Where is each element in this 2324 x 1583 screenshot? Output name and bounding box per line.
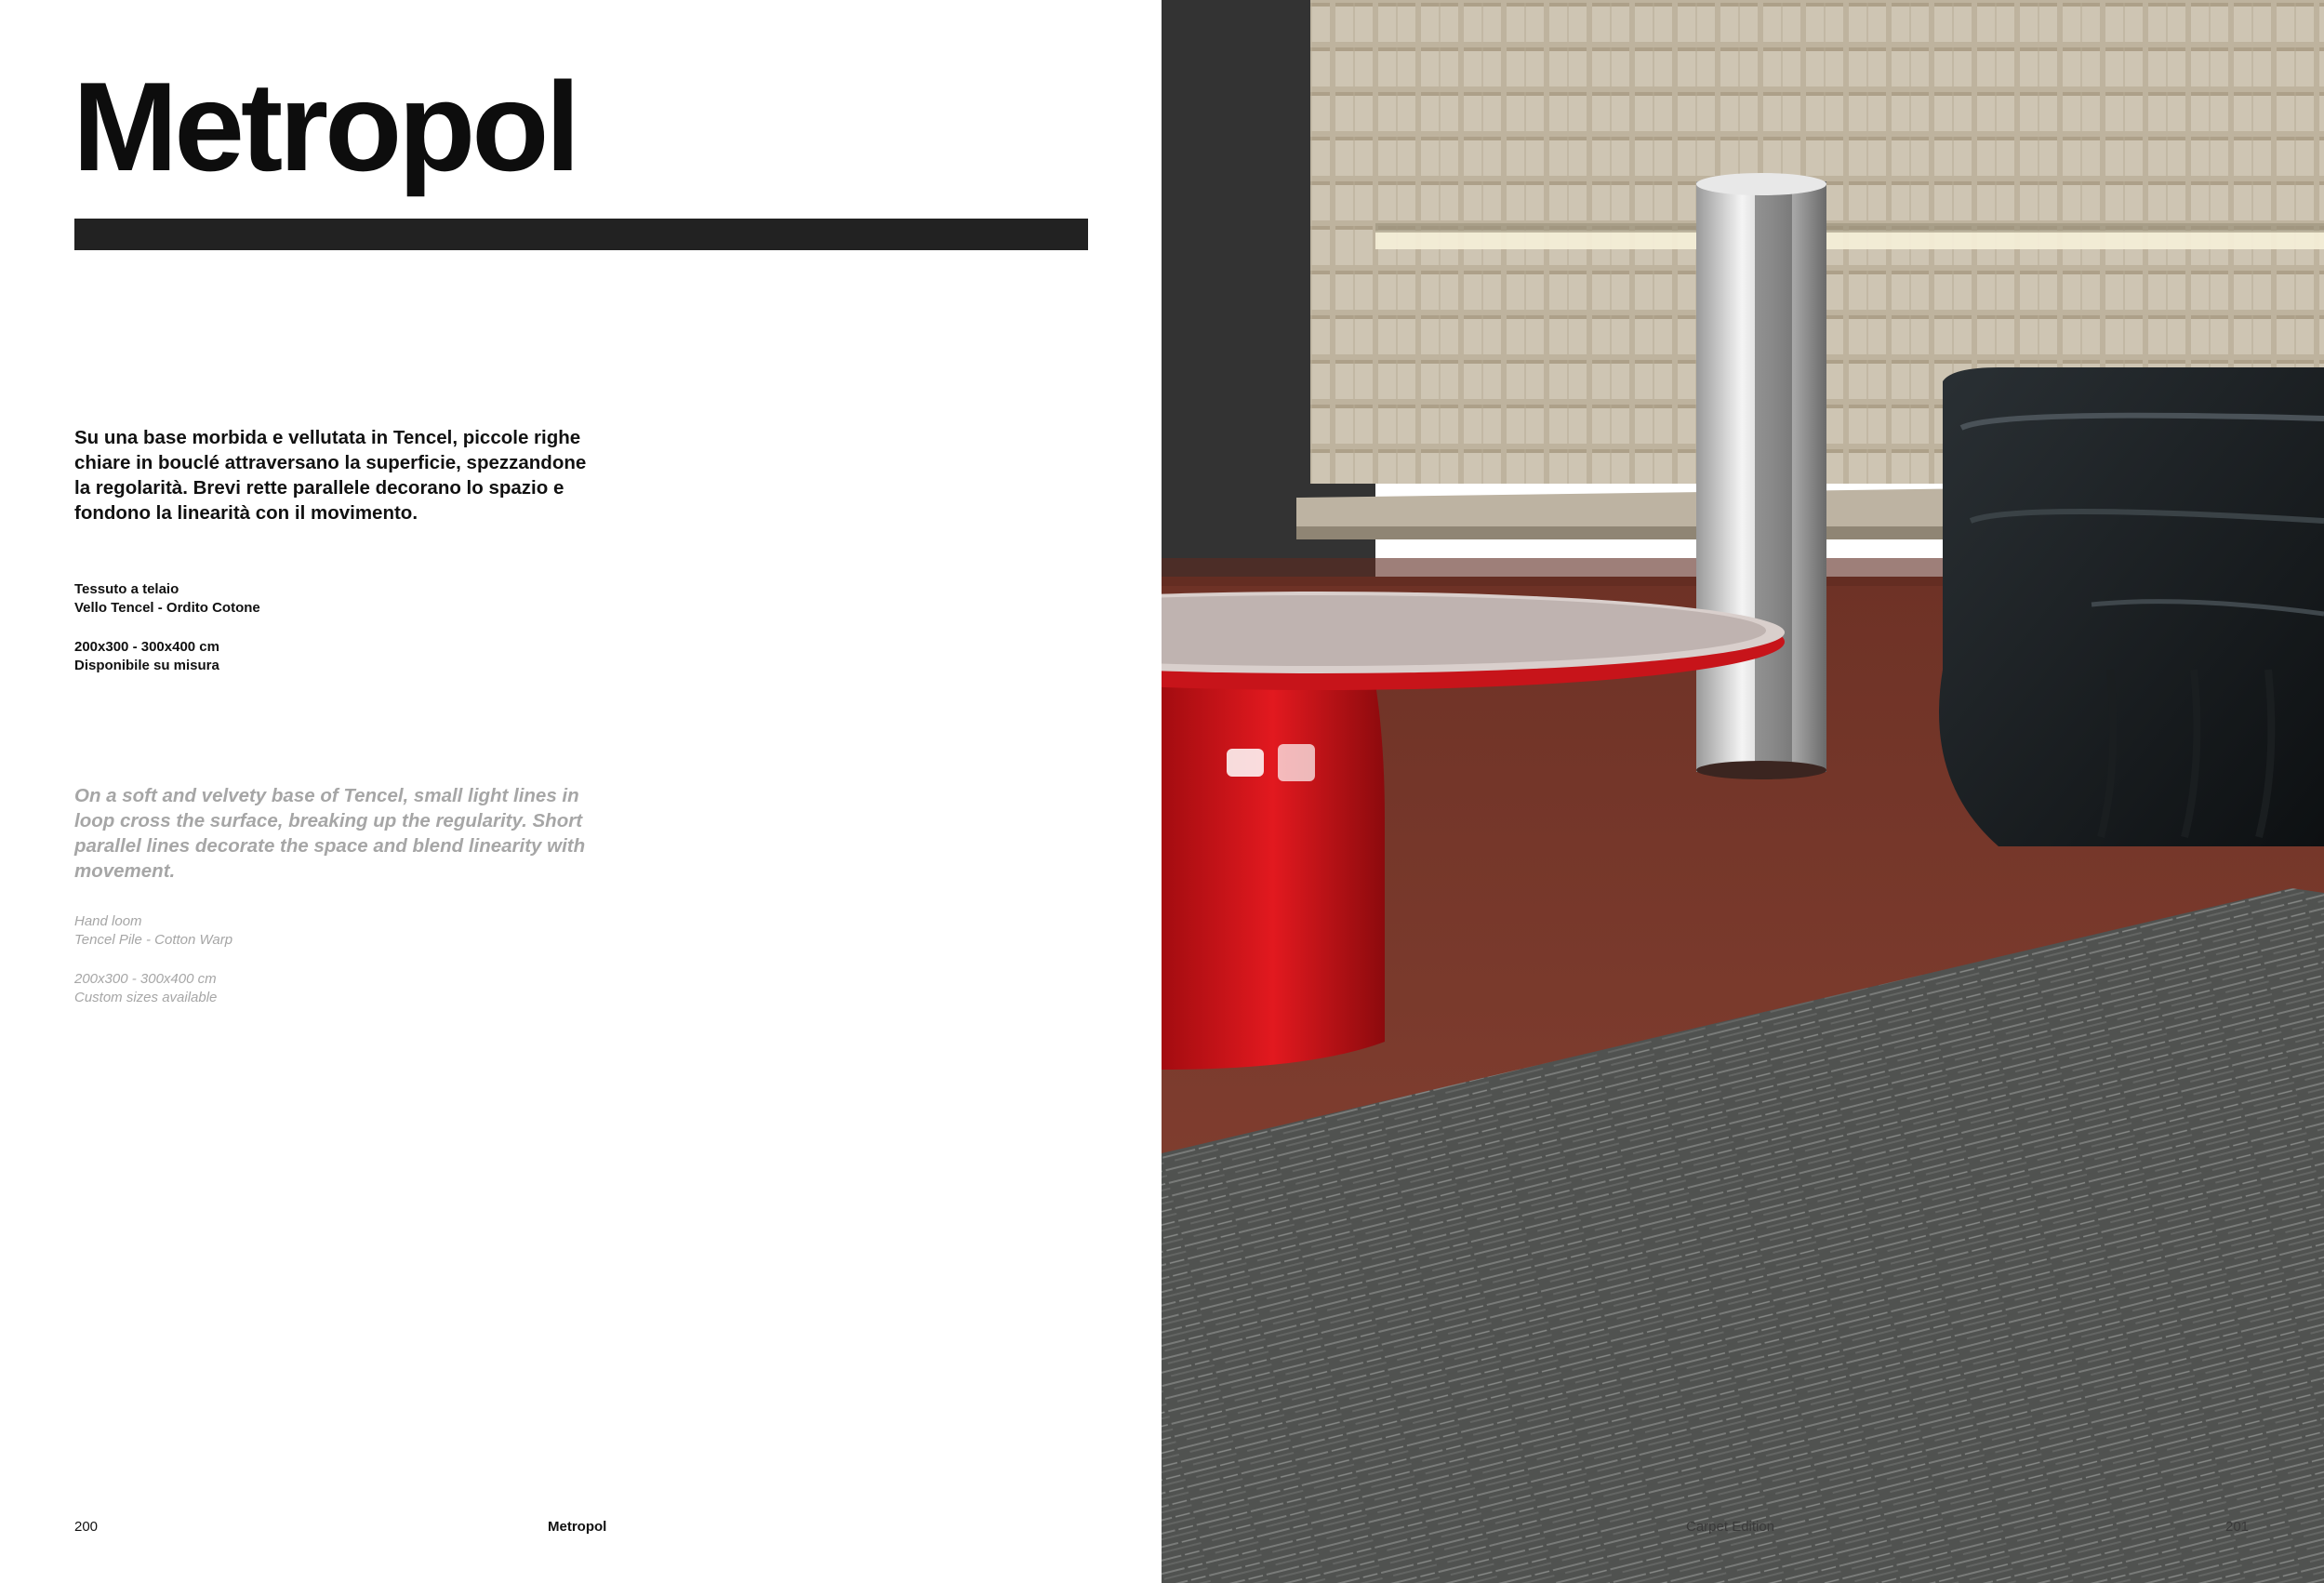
page-title: Metropol <box>73 56 578 197</box>
interior-illustration <box>1162 0 2324 1583</box>
floor-lamp <box>1696 173 1826 779</box>
left-footer-section: Metropol <box>548 1519 607 1535</box>
left-page-number: 200 <box>74 1519 99 1535</box>
english-spec-material: Tencel Pile - Cotton Warp <box>74 932 233 948</box>
english-description: On a soft and velvety base of Tencel, small light lines in loop cross the surface, breaking up the regularity. Short parallel lines decorate the space and blend linearity with movement. <box>74 785 586 882</box>
italian-custom: Disponibile su misura <box>74 658 219 673</box>
italian-spec-weave: Tessuto a telaio <box>74 581 179 597</box>
english-spec-weave: Hand loom <box>74 913 142 929</box>
italian-description: Su una base morbida e vellutata in Tencel, piccole righe chiare in bouclé attraversano la superficie, spezzandone la regolarità. Brevi rette parallele decorano lo spazio e fondono la linearità con il movimento. <box>74 427 587 524</box>
title-rule <box>74 219 1088 250</box>
italian-spec-material: Vello Tencel - Ordito Cotone <box>74 600 260 616</box>
right-footer-collection: Carpet Edition <box>1686 1519 1775 1535</box>
interior-photo <box>1162 0 2324 1583</box>
italian-specs <box>74 580 260 618</box>
english-specs <box>74 912 232 950</box>
italian-sizes <box>74 638 219 675</box>
black-sofa <box>1939 367 2324 846</box>
english-sizes <box>74 970 217 1007</box>
italian-size: 200x300 - 300x400 cm <box>74 639 219 655</box>
right-page-number: 201 <box>2225 1519 2250 1535</box>
english-custom: Custom sizes available <box>74 990 218 1005</box>
english-size: 200x300 - 300x400 cm <box>74 971 217 987</box>
